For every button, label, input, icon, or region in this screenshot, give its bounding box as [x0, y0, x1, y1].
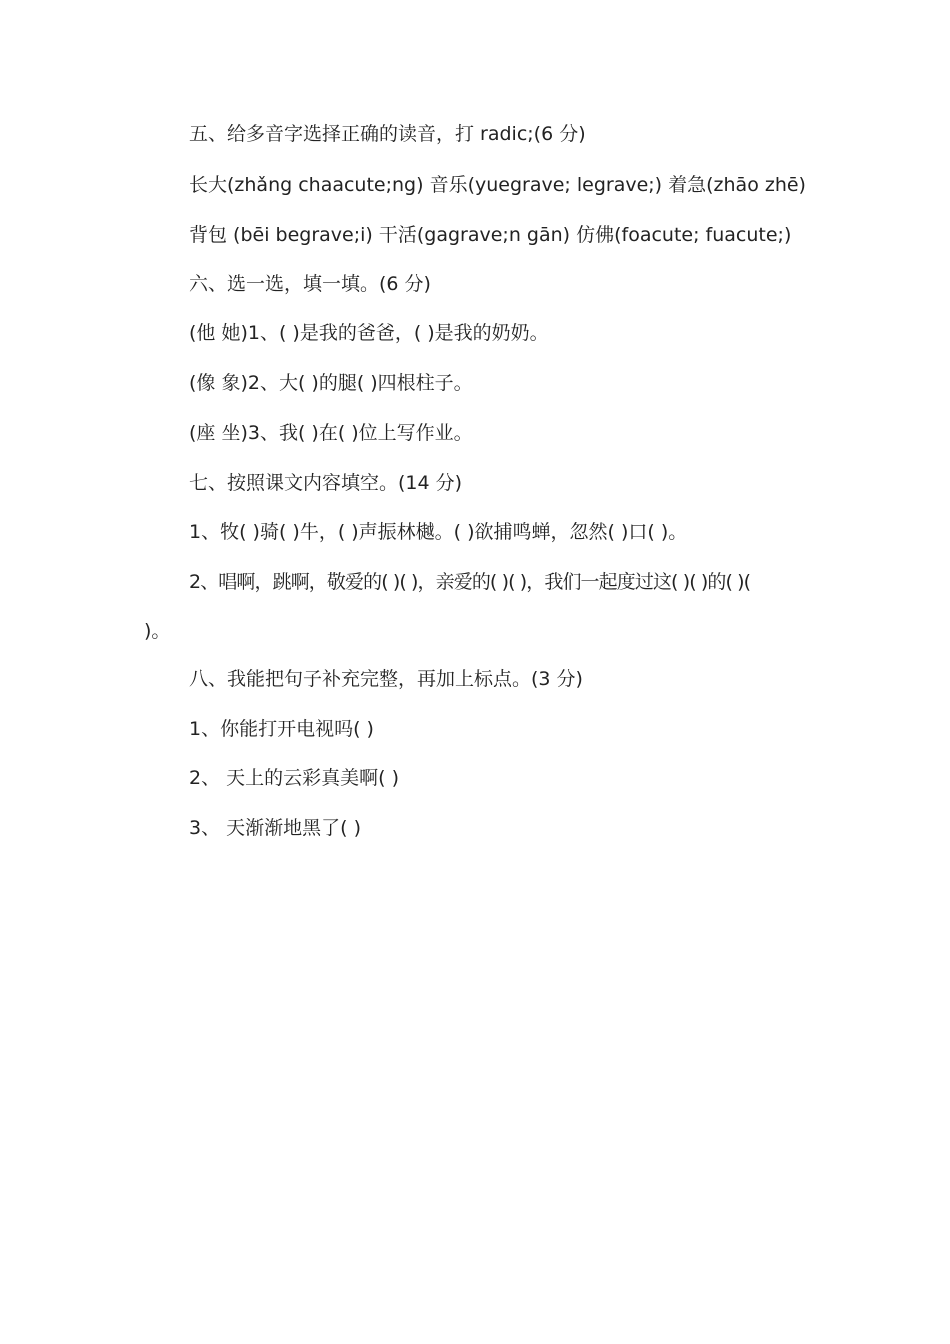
pinyin-row-2: 背包 (bēi begrave;i) 干活(gagrave;n gān) 仿佛(foacute; fuacute;): [189, 224, 792, 246]
question-6-3: (座 坐)3、我( )在( )位上写作业。: [189, 422, 473, 444]
question-8-1: 1、你能打开电视吗( ): [189, 718, 374, 740]
question-8-3: 3、 天渐渐地黑了( ): [189, 817, 361, 839]
question-7-2: 2、唱啊，跳啊，敬爱的( )( )，亲爱的( )( )，我们一起度过这( )( )的( )(: [189, 571, 751, 593]
question-7-1: 1、牧( )骑( )牛，( )声振林樾。( )欲捕鸣蝉，忽然( )口( )。: [189, 521, 688, 543]
question-7-2-continued: )。: [144, 620, 171, 642]
section-7-heading: 七、按照课文内容填空。(14 分): [189, 472, 463, 494]
pinyin-row-1: 长大(zhǎng chaacute;ng) 音乐(yuegrave; legrave;) 着急(zhāo zhē): [189, 174, 806, 196]
question-6-2: (像 象)2、大( )的腿( )四根柱子。: [189, 372, 473, 394]
section-6-heading: 六、选一选，填一填。(6 分): [189, 273, 431, 295]
section-8-heading: 八、我能把句子补充完整，再加上标点。(3 分): [189, 668, 583, 690]
question-8-2: 2、 天上的云彩真美啊( ): [189, 767, 399, 789]
section-5-heading: 五、给多音字选择正确的读音，打 radic;(6 分): [189, 123, 586, 145]
question-6-1: (他 她)1、( )是我的爸爸，( )是我的奶奶。: [189, 322, 549, 344]
